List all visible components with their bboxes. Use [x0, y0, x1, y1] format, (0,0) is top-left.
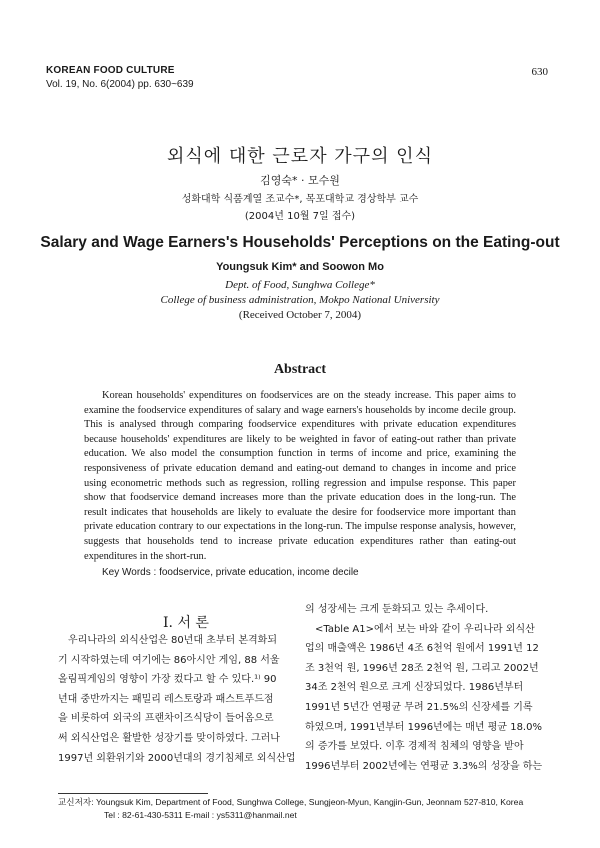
section-heading: I. 서 론 [163, 615, 209, 631]
body-line: 우리나라의 외식산업은 80년대 초부터 본격화되 [58, 635, 277, 646]
body-line: 34조 2천억 원으로 크게 신장되었다. 1986년부터 [305, 682, 524, 694]
body-column-left [58, 631, 295, 768]
english-received-date: (Received October 7, 2004) [238, 309, 362, 321]
body-line: 기 시작하였는데 여기에는 86아시안 게임, 88 서울 [58, 654, 280, 666]
body-line: 조 3천억 원, 1996년 28조 2천억 원, 그리고 2002년 [305, 662, 539, 674]
page-number: 630 [531, 66, 548, 78]
english-affiliation-1: Dept. of Food, Sunghwa College* [225, 279, 375, 291]
body-line: 의 성장세는 크게 둔화되고 있는 추세이다. [305, 604, 489, 615]
korean-affiliation: 성화대학 식품계열 조교수*, 목포대학교 경상학부 교수 [181, 194, 419, 205]
abstract-heading: Abstract [273, 362, 327, 377]
korean-received-date: (2004년 10월 7일 접수) [244, 211, 356, 222]
journal-header [46, 64, 194, 92]
body-line: 의 증가를 보였다. 이후 경제적 침체의 영향을 받아 [305, 741, 524, 753]
footnote-contact: Tel : 82-61-430-5311 E-mail : ys5311@hanmail.net [104, 810, 297, 820]
journal-volume: Vol. 19, No. 6(2004) pp. 630~639 [46, 79, 194, 90]
body-line: 1991년 5년간 연평균 무려 21.5%의 신장세를 기록 [305, 701, 533, 713]
body-line: 년대 중반까지는 패밀리 레스토랑과 패스트푸드점 [58, 693, 274, 705]
body-line: <Table A1>에서 보는 바와 같이 우리나라 외식산 [305, 623, 535, 635]
body-line: 하였으며, 1991년부터 1996년에는 매년 평균 18.0% [305, 721, 542, 733]
footnote [58, 796, 523, 822]
english-authors: Youngsuk Kim* and Soowon Mo [216, 261, 384, 273]
body-line: 1997년 외환위기와 2000년대의 경기침체로 외식산업 [58, 752, 295, 764]
keywords-list: foodservice, private education, income decile [159, 567, 359, 578]
body-line: 올림픽게임의 영향이 가장 컸다고 할 수 있다.¹⁾ 90 [58, 674, 277, 686]
body-line: 을 비롯하여 외국의 프랜차이즈식당이 들어옴으로 [58, 713, 274, 725]
abstract-text: Korean households' expenditures on foodservices are on the steady increase. This paper aims to examine the foodservice expenditures of salary and wage earners's households by income decile group. This is analysed through comparing foodservice expenditures with private education expenditures because households' expenditures are likely to be weighted in favor of eating-out rather than private education. We also model the consumption function in terms of income and price, examining the responsiveness of private education demand and eating-out demand to changes in income and price using econometric methods such as regression, rolling regression and impulse response. This paper show that foodservice demand increases more than the private education does in the long-run. The result indicates that households are likely to evaluate the desire for foodservice more important than private education contrary to our expectations in the long-run. The impulse response analysis, however, suggests that households tend to increase private education expenditures rather than eating-out expenditures in the short-run. [84, 390, 516, 562]
footnote-divider [58, 793, 208, 794]
keywords-label: Key Words : [102, 567, 157, 578]
korean-authors: 김영숙* · 모수원 [260, 174, 340, 187]
footnote-correspondence: 교신저자: Youngsuk Kim, Department of Food, Sunghwa College, Sungjeon-Myun, Kangjin-Gun, Jeonnam 527-810, Korea [58, 797, 524, 807]
korean-title: 외식에 대한 근로자 가구의 인식 [167, 146, 433, 167]
keywords [102, 567, 359, 578]
body-line: 써 외식산업은 활발한 성장기를 맞이하였다. 그러나 [58, 732, 280, 744]
body-column-right [305, 600, 545, 776]
english-affiliation-2: College of business administration, Mokpo National University [160, 294, 440, 306]
journal-name: KOREAN FOOD CULTURE [46, 65, 175, 76]
body-line: 1996년부터 2002년에는 연평균 3.3%의 성장을 하는 [305, 760, 543, 772]
body-line: 업의 매출액은 1986년 4조 6천억 원에서 1991년 12 [305, 643, 539, 655]
english-title: Salary and Wage Earners's Households' Perceptions on the Eating-out [40, 234, 560, 251]
